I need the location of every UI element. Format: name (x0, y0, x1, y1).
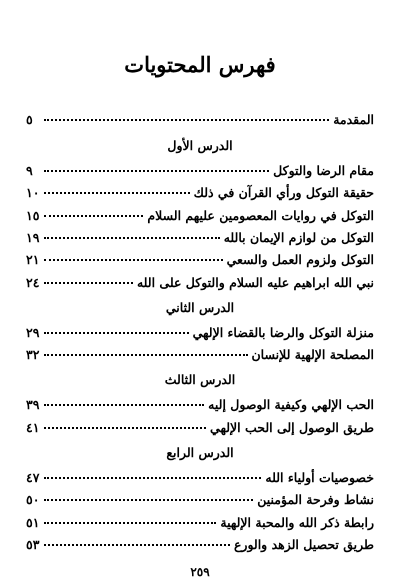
toc-entry-page: ٤٧ (26, 470, 40, 485)
toc-entry[interactable] (26, 397, 374, 419)
toc-entry[interactable] (26, 470, 374, 492)
dot-leader (44, 192, 190, 194)
dot-leader (44, 282, 133, 284)
dot-leader (44, 544, 230, 546)
dot-leader (44, 170, 269, 172)
toc-entry[interactable] (26, 163, 374, 185)
toc-entry-page: ٤١ (26, 419, 40, 435)
toc-entry-page: ٢٤ (26, 274, 40, 290)
toc-entry[interactable] (26, 325, 374, 347)
dot-leader (44, 354, 248, 356)
dot-leader (44, 237, 220, 239)
section-heading: الدرس الرابع (166, 445, 234, 460)
toc-entry-title: حقيقة التوكل ورأي القرآن في ذلك (193, 185, 374, 201)
toc-entry-title: خصوصيات أولياء الله (265, 470, 374, 485)
toc-entry-page: ٣٢ (26, 347, 40, 363)
section-heading: الدرس الثاني (165, 299, 235, 315)
toc-entry-page: ٥ (26, 112, 33, 127)
toc-entry-title: طريق الوصول إلى الحب الإلهي (210, 419, 374, 435)
toc-entry-title: الحب الإلهي وكيفية الوصول إليه (208, 397, 374, 413)
toc-entry[interactable] (26, 420, 374, 442)
dot-leader (44, 499, 253, 501)
toc-entry[interactable] (26, 347, 374, 369)
page-number: ٢٥٩ (190, 565, 210, 579)
dot-leader (44, 259, 223, 261)
dot-leader (44, 427, 206, 429)
toc-entry-title: التوكل في روايات المعصومين عليهم السلام (147, 207, 374, 223)
toc-entry-title: نشاط وفرحة المؤمنين (257, 492, 374, 508)
dot-leader (44, 332, 189, 334)
dot-leader (44, 404, 204, 406)
toc-entry-title: رابطة ذكر الله والمحبة الإلهية (220, 514, 374, 530)
toc-entry[interactable] (26, 112, 374, 134)
toc-entry-page: ١٠ (26, 185, 40, 201)
toc-entry-title: التوكل ولزوم العمل والسعي (226, 252, 374, 268)
dot-leader (44, 215, 143, 217)
toc-entry-page: ٥٣ (26, 536, 40, 552)
toc-entry[interactable] (26, 230, 374, 252)
toc-entry[interactable] (26, 208, 374, 230)
toc-entry-page: ٣٩ (26, 397, 40, 413)
toc-entry-title: المصلحة الإلهية للإنسان (251, 347, 374, 363)
toc-entry-title: التوكل من لوازم الإيمان بالله (223, 229, 374, 245)
toc-entry[interactable] (26, 185, 374, 207)
toc-entry-title: منزلة التوكل والرضا بالقضاء الإلهي (192, 324, 374, 340)
toc-entry-title: طريق تحصيل الزهد والورع (233, 536, 374, 552)
section-heading: الدرس الثالث (164, 372, 236, 388)
toc-entry-page: ٢١ (26, 252, 40, 268)
toc-entry[interactable] (26, 492, 374, 514)
toc-entry[interactable] (26, 515, 374, 537)
toc-entry[interactable] (26, 252, 374, 274)
toc-entry-title: نبي الله ابراهيم عليه السلام والتوكل على الله (136, 274, 374, 290)
toc-entry[interactable] (26, 537, 374, 559)
dot-leader (44, 119, 329, 121)
toc-entry-page: ٩ (26, 163, 33, 178)
toc-entry-page: ٢٩ (26, 324, 40, 340)
dot-leader (44, 477, 261, 479)
dot-leader (44, 522, 216, 524)
toc-entry[interactable] (26, 275, 374, 297)
page-title: فهرس المحتويات (124, 52, 276, 77)
toc-entry-title: المقدمة (333, 112, 374, 127)
toc-entry-page: ١٩ (26, 229, 40, 245)
toc-entry-title: مقام الرضا والتوكل (273, 163, 374, 178)
toc-entry-page: ١٥ (26, 207, 40, 223)
toc-entry-page: ٥٠ (26, 492, 40, 508)
section-heading: الدرس الأول (167, 138, 233, 153)
toc-entry-page: ٥١ (26, 514, 40, 530)
